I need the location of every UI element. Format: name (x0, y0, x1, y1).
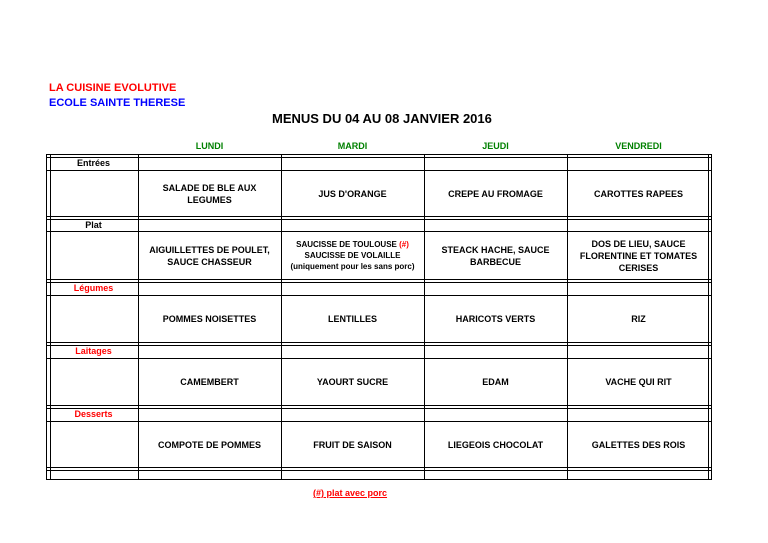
menu-cell-laitages-lundi (138, 359, 281, 405)
pork-footnote: (#) plat avec porc (313, 488, 388, 498)
category-desserts: Desserts (74, 409, 113, 419)
menu-cell-desserts-vendredi (567, 422, 710, 467)
dish-name: SALADE DE BLE AUX LEGUMES (162, 182, 257, 205)
school-name: ECOLE SAINTE THERESE (49, 97, 186, 109)
grid-line (46, 216, 712, 217)
dish-name: LIEGEOIS CHOCOLAT (447, 439, 544, 450)
menu-cell-plat-vendredi (567, 232, 710, 279)
kitchen-name: LA CUISINE EVOLUTIVE (49, 82, 177, 94)
grid-line (46, 467, 712, 468)
menu-cell-desserts-lundi (138, 422, 281, 467)
menu-cell-entree-mardi (281, 171, 424, 216)
dish-name: DOS DE LIEU, SAUCE FLORENTINE ET TOMATES CERISES (579, 238, 698, 273)
dish-name: FRUIT DE SAISON (313, 439, 392, 450)
page-title: MENUS DU 04 AU 08 JANVIER 2016 (272, 111, 492, 126)
menu-cell-desserts-jeudi (424, 422, 567, 467)
dish-name: CAMEMBERT (180, 377, 239, 387)
menu-cell-plat-lundi (138, 232, 281, 279)
menu-cell-laitages-mardi (281, 359, 424, 405)
menu-cell-entree-jeudi (424, 171, 567, 216)
menu-cell-entree-lundi (138, 171, 281, 216)
grid-line (46, 405, 712, 406)
grid-line (46, 342, 712, 343)
dish-name: VACHE QUI RIT (605, 377, 672, 387)
menu-cell-plat-jeudi (424, 232, 567, 279)
dish-name: EDAM (482, 377, 509, 387)
category-entrees: Entrées (76, 158, 111, 168)
day-header-vendredi: VENDREDI (615, 141, 662, 151)
dish-name: STEACK HACHE, SAUCE BARBECUE (441, 244, 550, 267)
dish-name: AIGUILLETTES DE POULET, SAUCE CHASSEUR (149, 244, 270, 267)
grid-line (46, 470, 712, 471)
dish-name: POMMES NOISETTES (162, 314, 257, 324)
dish-name: JUS D'ORANGE (318, 188, 387, 199)
dish-name: CAROTTES RAPEES (593, 188, 683, 199)
grid-line (46, 408, 712, 409)
menu-cell-legumes-mardi (281, 296, 424, 342)
day-header-mardi: MARDI (337, 141, 368, 151)
menu-cell-legumes-jeudi (424, 296, 567, 342)
pork-marker: (#) (399, 240, 409, 249)
dish-note: (uniquement pour les sans porc) (290, 262, 415, 271)
day-header-lundi: LUNDI (195, 141, 224, 151)
menu-cell-legumes-lundi (138, 296, 281, 342)
dish-name: SAUCISSE DE TOULOUSE (296, 240, 397, 249)
menu-cell-legumes-vendredi (567, 296, 710, 342)
menu-cell-plat-mardi (281, 232, 424, 279)
dish-name: SAUCISSE DE VOLAILLE (304, 251, 401, 260)
grid-line (46, 345, 712, 346)
menu-cell-laitages-vendredi (567, 359, 710, 405)
grid-line (50, 154, 51, 480)
dish-name-line (296, 239, 409, 250)
menu-cell-laitages-jeudi (424, 359, 567, 405)
day-header-jeudi: JEUDI (482, 141, 509, 151)
grid-line (46, 282, 712, 283)
category-laitages: Laitages (75, 346, 112, 356)
dish-name: GALETTES DES ROIS (591, 439, 686, 450)
grid-line (46, 157, 712, 158)
category-plat: Plat (85, 220, 102, 230)
menu-cell-desserts-mardi (281, 422, 424, 467)
menu-cell-entree-vendredi (567, 171, 710, 216)
dish-name: YAOURT SUCRE (316, 377, 389, 387)
grid-line (46, 279, 712, 280)
dish-name: COMPOTE DE POMMES (157, 439, 261, 450)
dish-name: LENTILLES (328, 314, 377, 324)
category-legumes: Légumes (73, 283, 114, 293)
dish-name: RIZ (631, 314, 646, 324)
dish-name: HARICOTS VERTS (455, 314, 536, 324)
dish-name: CREPE AU FROMAGE (448, 188, 543, 199)
grid-line (46, 219, 712, 220)
